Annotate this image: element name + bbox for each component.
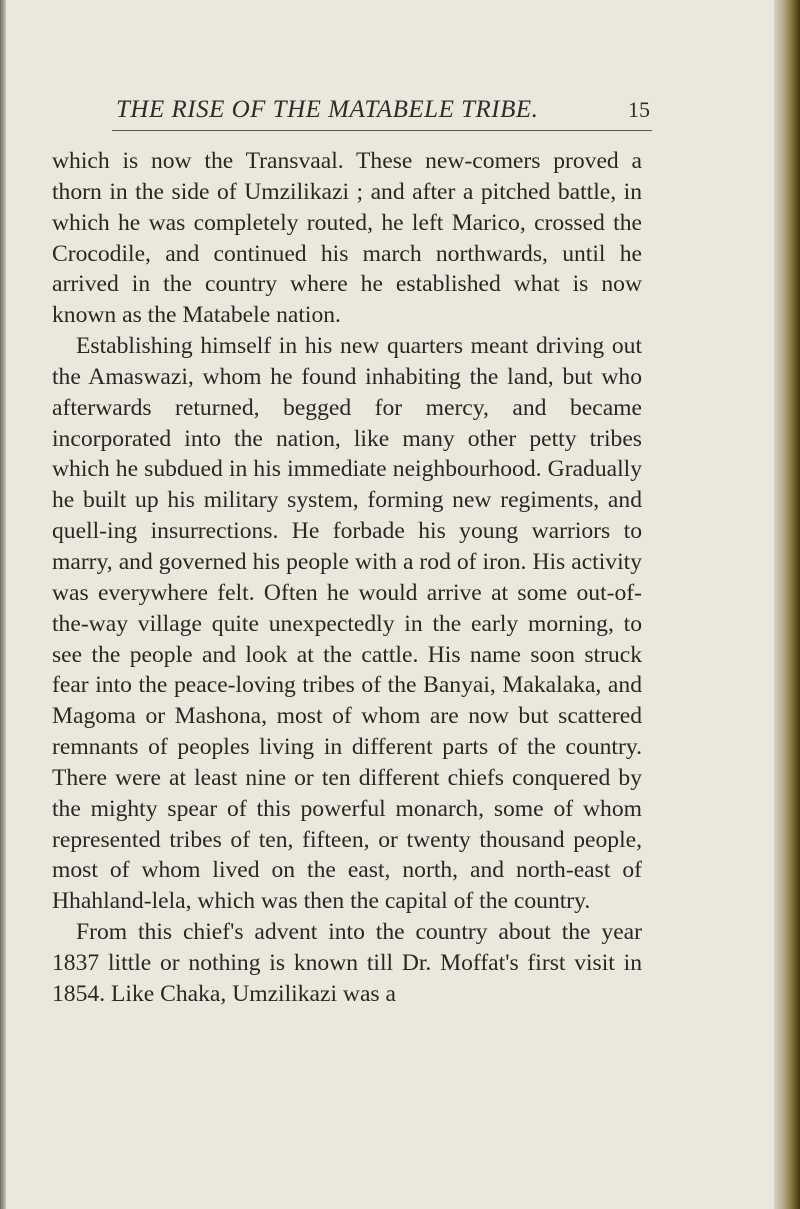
paragraph-1: which is now the Transvaal. These new-comers proved a thorn in the side of Umzilikazi ; and after a pitched battle, in which he was completely routed, he left Marico, crossed the Crocodile, and continued his march northwards, until he arrived in the country where he established what is now known as the Matabele nation. [52,148,642,329]
body-text [52,146,642,1010]
running-head [116,96,650,124]
paragraph-2: Establishing himself in his new quarters meant driving out the Amaswazi, whom he found inhabiting the land, but who afterwards returned, begged for mercy, and became incorporated into the nation, like many other petty tribes which he subdued in his immediate neighbourhood. Gradually he built up his military system, forming new regiments, and quell-ing insurrections. He forbade his young warriors to marry, and governed his people with a rod of iron. His activity was everywhere felt. Often he would arrive at some out-of-the-way village quite unexpectedly in the early morning, to see the people and look at the cattle. His name soon struck fear into the peace-loving tribes of the Banyai, Makalaka, and Magoma or Mashona, most of whom are now but scattered remnants of peoples living in different parts of the country. There were at least nine or ten different chiefs conquered by the mighty spear of this powerful monarch, some of whom represented tribes of ten, fifteen, or twenty thousand people, most of whom lived on the east, north, and north-east of Hhahland-lela, which was then the capital of the country. [52,333,642,915]
header-rule [112,130,652,131]
page-left-edge [0,0,6,1209]
paragraph-3: From this chief's advent into the country about the year 1837 little or nothing is known till Dr. Moffat's first visit in 1854. Like Chaka, Umzilikazi was a [52,919,642,1007]
page-number: 15 [628,97,650,122]
running-head-title: THE RISE OF THE MATABELE TRIBE. [116,96,539,123]
book-spine-edge [774,0,800,1209]
